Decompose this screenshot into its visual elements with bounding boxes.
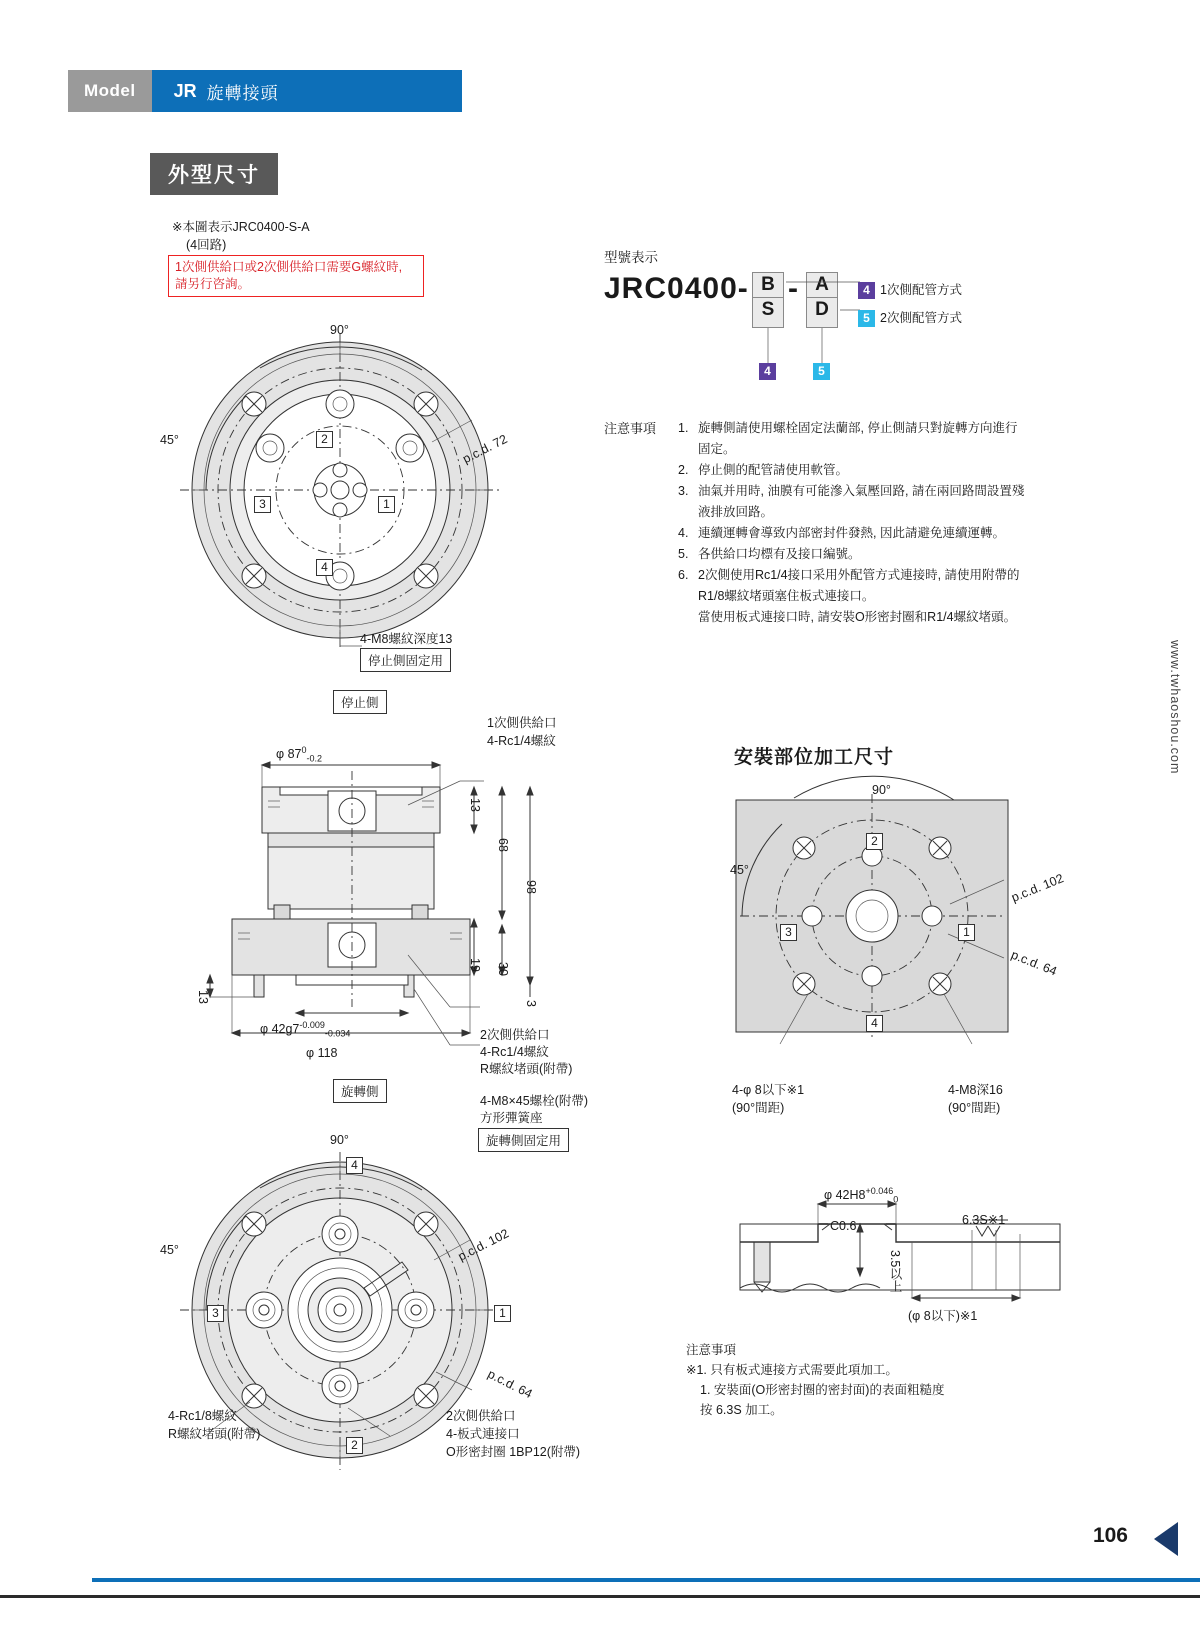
header-model-tag: Model <box>68 70 152 112</box>
bottom-label-oring: O形密封圈 1BP12(附帶) <box>446 1445 581 1459</box>
warning-line1: 1次側供給口或2次側供給口需要G螺紋時, <box>175 260 403 274</box>
caution-item: 1. 旋轉側請使用螺栓固定法蘭部, 停止側請只對旋轉方向進行 固定。 <box>678 421 1018 456</box>
front-view-drawing <box>150 745 570 1065</box>
stationary-side-label: 停止側 <box>333 690 387 714</box>
model-code-cell1-bottom: S <box>761 299 775 320</box>
front-dim-3: 3 <box>524 1000 538 1007</box>
top-view-port-1: 1 <box>378 496 395 513</box>
caution-item: 4. 連續運轉會導致内部密封件發熱, 因此請避免連續運轉。 <box>678 526 1005 540</box>
model-code-tag-5-legend: 5 <box>858 310 875 327</box>
header-product-code: JR <box>173 80 197 101</box>
bottom-label-plate-port: 4-板式連接口 <box>446 1427 520 1441</box>
bottom-view-port-1: 1 <box>494 1305 511 1322</box>
top-note <box>172 218 310 254</box>
mount-label-phi8: 4-φ 8以下※1 <box>732 1083 805 1097</box>
front-dim-13b: 13 <box>196 990 210 1004</box>
warning-box <box>168 255 424 297</box>
section-dim-42h8: φ $42H8^{+0.046}_0$ <box>824 1186 899 1205</box>
footer-rule-blue <box>92 1578 1200 1582</box>
top-view-angle-45: 45° <box>160 433 179 447</box>
top-view-drawing <box>150 330 570 660</box>
front-label-secondary-thread: 4-Rc1/4螺紋 <box>480 1045 549 1059</box>
mount-label-m8-pitch: (90°間距) <box>948 1101 1001 1115</box>
caution-item: 2. 停止側的配管請使用軟管。 <box>678 463 849 477</box>
front-label-rotating-fix: 旋轉側固定用 <box>478 1128 569 1152</box>
warning-line2: 請另行咨詢。 <box>175 277 251 291</box>
front-label-primary-thread: 4-Rc1/4螺紋 <box>487 734 556 748</box>
cautions-title: 注意事項 <box>604 421 657 436</box>
bottom-view-pcd-64: p.c.d. 64 <box>485 1366 535 1402</box>
bottom-view-angle-90: 90° <box>330 1133 349 1147</box>
mount-label-phi8-pitch: (90°間距) <box>732 1101 785 1115</box>
caution-item: 5. 各供給口均標有及接口編號。 <box>678 547 861 561</box>
mount-port-4: 4 <box>866 1015 883 1032</box>
caution-item: 6. 2次側使用Rc1/4接口采用外配管方式連接時, 請使用附帶的 R1/8螺紋堵頭塞住板式連接口。 <box>678 568 1020 603</box>
model-code-cell2-top: A <box>807 273 837 298</box>
header-title <box>152 70 462 112</box>
front-dim-d87: φ $87^0_{-0.2}$ <box>276 745 323 764</box>
bottom-label-plug: R螺紋堵頭(附帶) <box>168 1427 261 1441</box>
model-code-base: JRC0400- <box>604 272 749 305</box>
bottom-view-port-4: 4 <box>346 1157 363 1174</box>
mount-pcd-64: p.c.d. 64 <box>1009 947 1059 979</box>
front-dim-d118: φ 118 <box>306 1046 338 1060</box>
model-code-tag-4: 4 <box>759 363 776 380</box>
caution-item: 3. 油氣并用時, 油膜有可能滲入氣壓回路, 請在兩回路間設置殘 液排放回路。 <box>678 484 1025 519</box>
top-view-port-3: 3 <box>254 496 271 513</box>
front-dim-d42: φ $42g7^{-0.009}_{-0.034}$ <box>260 1020 351 1039</box>
mount-port-1: 1 <box>958 924 975 941</box>
model-code-cell2-bottom: D <box>815 299 829 320</box>
bottom-notes-title: 注意事項 <box>686 1343 737 1357</box>
caution-item: 當使用板式連接口時, 請安裝O形密封圈和R1/4螺紋堵頭。 <box>698 610 1017 624</box>
model-code-tag-5: 5 <box>813 363 830 380</box>
page-arrow-icon <box>1154 1522 1178 1556</box>
page-number: 106 <box>1092 1524 1128 1547</box>
cautions-list <box>678 418 1068 628</box>
top-note-line1: ※本圖表示JRC0400-S-A <box>172 220 310 234</box>
bottom-view-port-3: 3 <box>207 1305 224 1322</box>
front-label-spring-seat: 方形彈簧座 <box>480 1111 543 1125</box>
front-label-secondary-plug: R螺紋堵頭(附帶) <box>480 1062 573 1076</box>
rotating-side-label: 旋轉側 <box>333 1079 387 1103</box>
website-url: www.twhaoshou.com <box>1168 640 1182 775</box>
front-dim-30: 30 <box>496 962 510 976</box>
section-dim-depth: 3.5以上 <box>888 1250 902 1293</box>
bottom-view-port-2: 2 <box>346 1437 363 1454</box>
model-code-legend-5: 2次側配管方式 <box>880 311 962 325</box>
bottom-notes-line3: 按 6.3S 加工。 <box>700 1403 783 1417</box>
top-view-port-2: 2 <box>316 431 333 448</box>
front-dim-98: 98 <box>524 880 538 894</box>
top-view-thread-note: 4-M8螺紋深度13 <box>360 632 453 646</box>
bottom-view-angle-45: 45° <box>160 1243 179 1257</box>
front-dim-19: 19 <box>468 958 482 972</box>
bottom-label-secondary-port: 2次側供給口 <box>446 1409 516 1423</box>
top-view-angle-90: 90° <box>330 323 349 337</box>
top-view-pcd-72: p.c.d. 72 <box>460 431 510 467</box>
section-label-roughness: 6.3S※1 <box>962 1213 1006 1227</box>
mount-label-m8: 4-M8深16 <box>948 1083 1003 1097</box>
mount-port-2: 2 <box>866 833 883 850</box>
section-label-bottom: (φ 8以下)※1 <box>908 1309 978 1323</box>
front-label-bolt: 4-M8×45螺栓(附帶) <box>480 1094 589 1108</box>
model-code-legend-4: 1次側配管方式 <box>880 283 962 297</box>
model-code-dash: - <box>788 272 798 305</box>
front-label-primary-port: 1次側供給口 <box>487 716 557 730</box>
bottom-view-pcd-102: p.c.d. 102 <box>455 1226 512 1264</box>
top-view-port-4: 4 <box>316 559 333 576</box>
top-note-line2: (4回路) <box>186 238 227 252</box>
model-code-tag-4-legend: 4 <box>858 282 875 299</box>
bottom-notes-line1: ※1. 只有板式連接方式需要此項加工。 <box>686 1363 898 1377</box>
bottom-label-rc18: 4-Rc1/8螺紋 <box>168 1409 237 1423</box>
section-title: 外型尺寸 <box>150 153 278 195</box>
mount-pcd-102: p.c.d. 102 <box>1009 871 1066 905</box>
mount-angle-90: 90° <box>872 783 891 797</box>
section-label-c06: C0.6 <box>830 1219 857 1233</box>
mounting-section-title: 安裝部位加工尺寸 <box>734 747 895 768</box>
front-dim-13a: 13 <box>468 798 482 812</box>
model-code-cell1-top: B <box>753 273 783 298</box>
front-dim-68: 68 <box>496 838 510 852</box>
mount-port-3: 3 <box>780 924 797 941</box>
header-product-name: 旋轉接頭 <box>206 83 279 103</box>
mount-angle-45: 45° <box>730 863 749 877</box>
bottom-notes-line2: 1. 安裝面(O形密封圈的密封面)的表面粗糙度 <box>700 1383 945 1397</box>
top-view-fix-note: 停止側固定用 <box>360 648 451 672</box>
front-label-secondary-port: 2次側供給口 <box>480 1028 550 1042</box>
page-header <box>68 70 462 112</box>
model-code-title: 型號表示 <box>604 250 658 265</box>
bottom-notes <box>686 1340 944 1420</box>
footer-rule-dark <box>0 1595 1200 1598</box>
